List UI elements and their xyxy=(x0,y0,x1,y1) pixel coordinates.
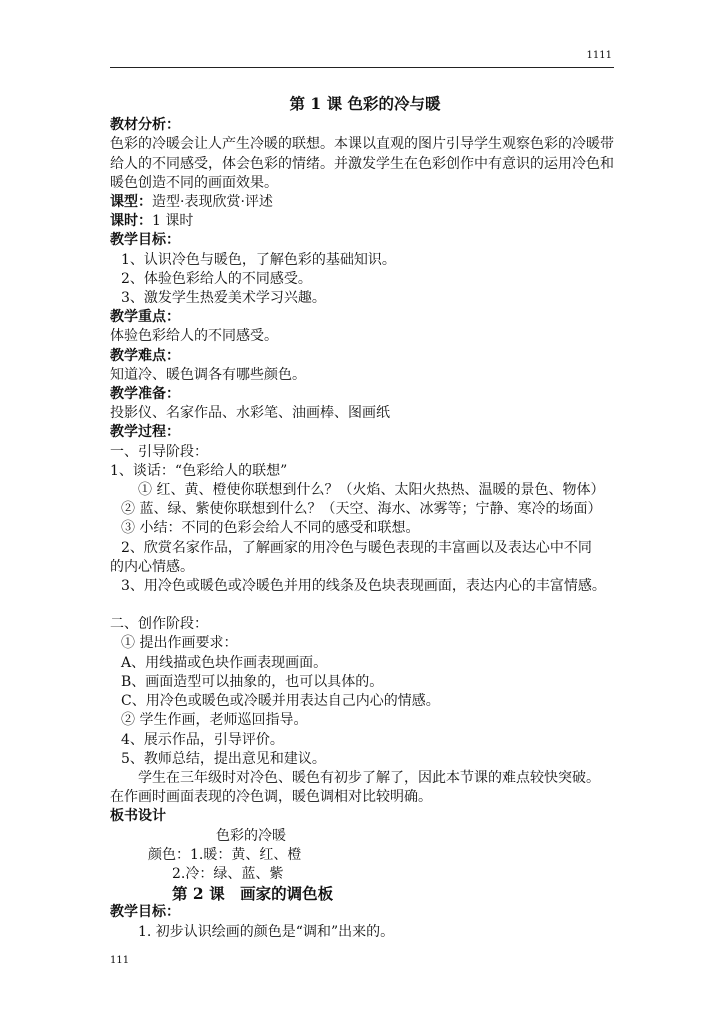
key-points-text: 体验色彩给人的不同感受。 xyxy=(110,328,278,345)
lesson-hours-line xyxy=(110,212,620,231)
lesson-hours-value: 1 课时 xyxy=(152,213,194,230)
board-title: 色彩的冷暖 xyxy=(216,827,286,844)
summary-line: 在作画时画面表现的冷色调，暖色调相对比较明确。 xyxy=(110,789,432,806)
blank-line xyxy=(110,596,620,615)
stage2-item: B、画面造型可以抽象的，也可以具体的。 xyxy=(121,673,384,690)
analysis-text: 色彩的冷暖会让人产生冷暖的联想。本课以直观的图片引导学生观察色彩的冷暖带给人的不同感受，体会色彩的情绪。并激发学生在色彩创作中有意识的运用冷色和暖色创造不同的画面效果。 xyxy=(110,136,614,191)
lesson-type-line xyxy=(110,193,620,212)
talk-item: ② 蓝、绿、紫使你联想到什么？（天空、海水、冰雾等；宁静、寒冷的场面） xyxy=(121,501,602,518)
lesson1-title: 第 1 课 色彩的冷与暖 xyxy=(289,94,441,113)
header-divider xyxy=(110,67,614,68)
talk-line: 1、谈话：“色彩给人的联想” xyxy=(110,462,288,479)
stage2-item: C、用冷色或暖色或冷暖并用表达自己内心的情感。 xyxy=(121,693,440,710)
lesson-hours-label: 课时： xyxy=(110,213,152,230)
lesson-type-label: 课型： xyxy=(110,194,152,211)
difficult-points-heading: 教学难点： xyxy=(110,347,180,364)
board-line: 2.冷：绿、蓝、紫 xyxy=(172,865,284,882)
talk-item: ① 红、黄、橙使你联想到什么？（火焰、太阳火热热、温暖的景色、物体） xyxy=(138,482,605,499)
key-points-heading: 教学重点： xyxy=(110,309,180,326)
lesson2-title: 第 2 课 画家的调色板 xyxy=(172,884,334,904)
stage2-heading: 二、创作阶段： xyxy=(110,616,208,633)
stage2-item: 5、教师总结，提出意见和建议。 xyxy=(121,750,326,767)
summary-line: 学生在三年级时对冷色、暖色有初步了解了，因此本节课的难点较快突破。 xyxy=(138,769,600,786)
lesson2-goal-item: 1. 初步认识绘画的颜色是“调和”出来的。 xyxy=(138,923,395,940)
preparation-heading: 教学准备： xyxy=(110,386,180,403)
preparation-text: 投影仪、名家作品、水彩笔、油画棒、图画纸 xyxy=(110,405,390,422)
analysis-heading: 教材分析： xyxy=(110,117,180,134)
stage2-item: ② 学生作画，老师巡回指导。 xyxy=(121,712,308,729)
footer-page-number: 111 xyxy=(110,955,130,966)
process-heading: 教学过程： xyxy=(110,424,180,441)
board-line: 颜色：1.暖：黄、红、橙 xyxy=(148,846,302,863)
stage2-item: 4、展示作品，引导评价。 xyxy=(121,731,284,748)
header-page-number: 1111 xyxy=(586,50,612,61)
lesson-type-value: 造型·表现欣赏·评述 xyxy=(152,194,273,211)
goal-item: 2、体验色彩给人的不同感受。 xyxy=(121,270,312,287)
goals-heading: 教学目标： xyxy=(110,232,180,249)
lesson2-goals-heading: 教学目标： xyxy=(110,904,180,921)
express-line: 3、用冷色或暖色或冷暖色并用的线条及色块表现画面，表达内心的丰富情感。 xyxy=(121,578,606,595)
difficult-points-text: 知道冷、暖色调各有哪些颜色。 xyxy=(110,366,306,383)
stage2-item: A、用线描或色块作画表现画面。 xyxy=(121,654,328,671)
goal-item: 1、认识冷色与暖色，了解色彩的基础知识。 xyxy=(121,251,396,268)
stage2-item: ① 提出作画要求： xyxy=(121,635,238,652)
board-design-heading: 板书设计 xyxy=(110,808,166,825)
talk-item: ③ 小结：不同的色彩会给人不同的感受和联想。 xyxy=(121,520,420,537)
appreciate-line: 2、欣赏名家作品，了解画家的用冷色与暖色表现的丰富画以及表达心中不同 xyxy=(121,539,592,556)
document-body xyxy=(110,94,620,942)
appreciate-line: 的内心情感。 xyxy=(110,558,194,575)
stage1-heading: 一、引导阶段： xyxy=(110,443,208,460)
goal-item: 3、激发学生热爱美术学习兴趣。 xyxy=(121,290,326,307)
